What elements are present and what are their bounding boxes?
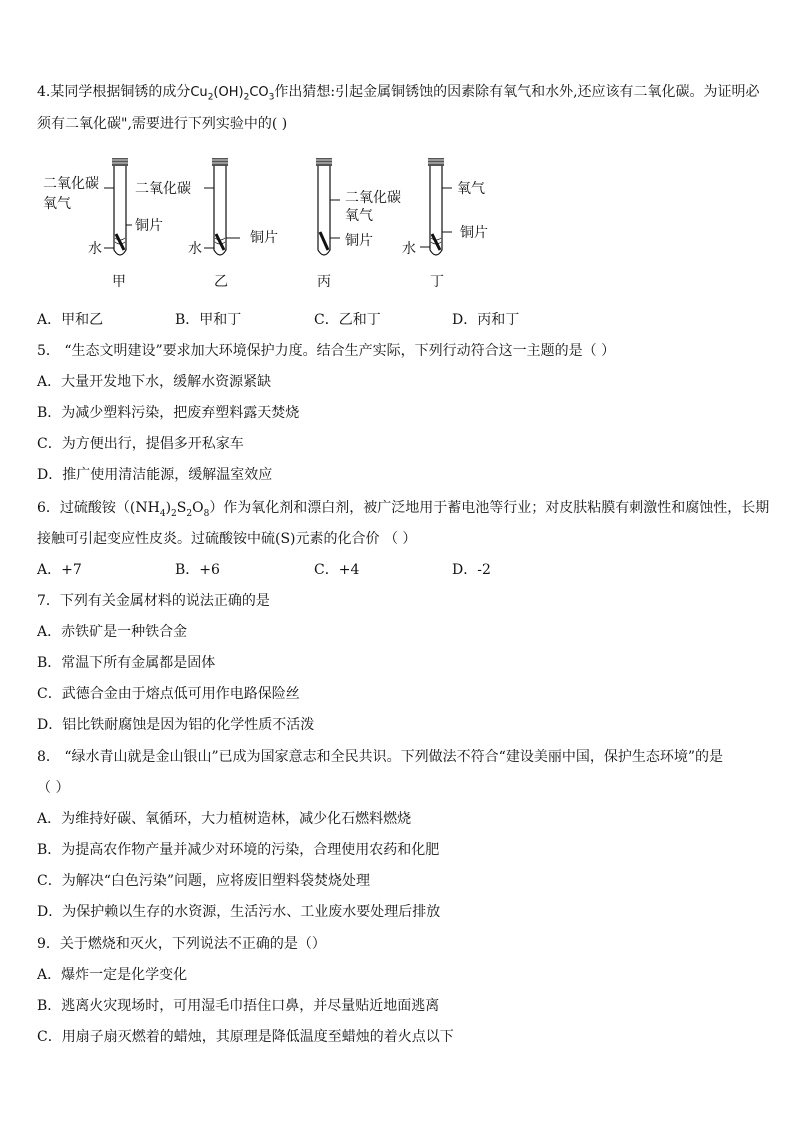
tube-bing-name: 丙 <box>317 274 331 290</box>
tube-jia-copper: 铜片 <box>135 218 163 234</box>
tube-ding <box>402 158 488 290</box>
tube-yi-label-1: 二氧化碳 <box>135 181 191 197</box>
tube-jia-label-1: 二氧化碳 <box>43 176 99 192</box>
q7-option-c[interactable]: C．武德合金由于熔点低可用作电路保险丝 <box>37 686 300 702</box>
q8-option-c[interactable]: C．为解决“白色污染”问题，应将废旧塑料袋焚烧处理 <box>37 873 371 889</box>
q9-option-a[interactable]: A．爆炸一定是化学变化 <box>37 967 188 983</box>
tube-ding-name: 丁 <box>430 274 444 290</box>
q6-option-a[interactable]: A．+7 <box>37 562 82 578</box>
q8-stem: 8． “绿水青山就是金山银山”已成为国家意志和全民共识。下列做法不符合“建设美丽中国，保护生态环境”的是 <box>37 749 723 765</box>
tube-jia-name: 甲 <box>112 274 126 290</box>
test-tube-diagram <box>30 150 530 295</box>
q6-stem-line2: 接触可引起变应性皮炎。过硫酸铵中硫(S)元素的化合价 （ ） <box>37 531 417 547</box>
q5-option-a[interactable]: A．大量开发地下水，缓解水资源紧缺 <box>37 374 272 390</box>
tube-jia <box>43 158 163 290</box>
copper-strip <box>216 234 224 250</box>
tube-bing-label-2: 氧气 <box>345 208 373 224</box>
q4-option-b[interactable]: B．甲和丁 <box>175 312 242 328</box>
q4-stem-line1: 4.某同学根据铜锈的成分$Cu_2(OH)_2CO_3$作出猜想:引起金属铜锈蚀的因素除有氧气和水外,还应该有二氧化碳。为证明必 <box>37 84 760 103</box>
q9-option-b[interactable]: B．逃离火灾现场时，可用湿毛巾捂住口鼻，并尽量贴近地面逃离 <box>37 998 440 1014</box>
q4-option-a[interactable]: A．甲和乙 <box>37 312 104 328</box>
q7-stem: 7．下列有关金属材料的说法正确的是 <box>37 593 270 609</box>
q6-option-b[interactable]: B．+6 <box>175 562 220 578</box>
q5-stem: 5． “生态文明建设”要求加大环境保护力度。结合生产实际，下列行动符合这一主题的是（ ） <box>37 343 616 359</box>
copper-strip <box>320 232 328 250</box>
q4-option-d[interactable]: D．丙和丁 <box>452 312 520 328</box>
tube-yi-water: 水 <box>188 241 202 257</box>
tube-bing-label-1: 二氧化碳 <box>345 190 401 206</box>
copper-strip <box>116 234 124 250</box>
q5-option-d[interactable]: D．推广使用清洁能源，缓解温室效应 <box>37 467 273 483</box>
tube-jia-water: 水 <box>88 241 102 257</box>
q8-option-d[interactable]: D．为保护赖以生存的水资源，生活污水、工业废水要处理后排放 <box>37 904 441 920</box>
q7-option-a[interactable]: A．赤铁矿是一种铁合金 <box>37 624 188 640</box>
q8-option-b[interactable]: B．为提高农作物产量并减少对环境的污染，合理使用农药和化肥 <box>37 842 440 858</box>
q7-option-d[interactable]: D．铝比铁耐腐蚀是因为铝的化学性质不活泼 <box>37 717 315 733</box>
tube-yi-copper: 铜片 <box>250 230 278 246</box>
q6-option-d[interactable]: D．-2 <box>452 562 491 578</box>
q6-stem-line1: 6．过硫酸铵$((NH_4)_2S_2O_8)$作为氧化剂和漂白剂，被广泛地用于蓄电池等行业；对皮肤粘膜有刺激性和腐蚀性，长期 <box>37 500 770 519</box>
tube-yi-name: 乙 <box>214 274 228 290</box>
q5-option-c[interactable]: C．为方便出行，提倡多开私家车 <box>37 436 244 452</box>
q8-answer-paren: （ ） <box>37 780 70 796</box>
tube-ding-label-1: 氧气 <box>457 181 485 197</box>
q5-option-b[interactable]: B．为减少塑料污染，把废弃塑料露天焚烧 <box>37 405 300 421</box>
q9-stem: 9．关于燃烧和灭火，下列说法不正确的是（） <box>37 936 326 952</box>
q8-option-a[interactable]: A．为维持好碳、氧循环，大力植树造林，减少化石燃料燃烧 <box>37 811 412 827</box>
q7-option-b[interactable]: B．常温下所有金属都是固体 <box>37 655 216 671</box>
tube-bing-copper: 铜片 <box>345 233 373 249</box>
q6-option-c[interactable]: C．+4 <box>314 562 360 578</box>
tube-jia-label-2: 氧气 <box>43 196 71 212</box>
tube-ding-copper: 铜片 <box>460 225 488 241</box>
tube-bing <box>316 158 401 290</box>
copper-strip <box>432 234 440 250</box>
q9-option-c[interactable]: C．用扇子扇灭燃着的蜡烛，其原理是降低温度至蜡烛的着火点以下 <box>37 1029 454 1045</box>
q4-stem-line2: 须有二氧化碳",需要进行下列实验中的( ) <box>37 116 288 132</box>
q4-option-c[interactable]: C．乙和丁 <box>314 312 381 328</box>
tube-ding-water: 水 <box>402 241 416 257</box>
